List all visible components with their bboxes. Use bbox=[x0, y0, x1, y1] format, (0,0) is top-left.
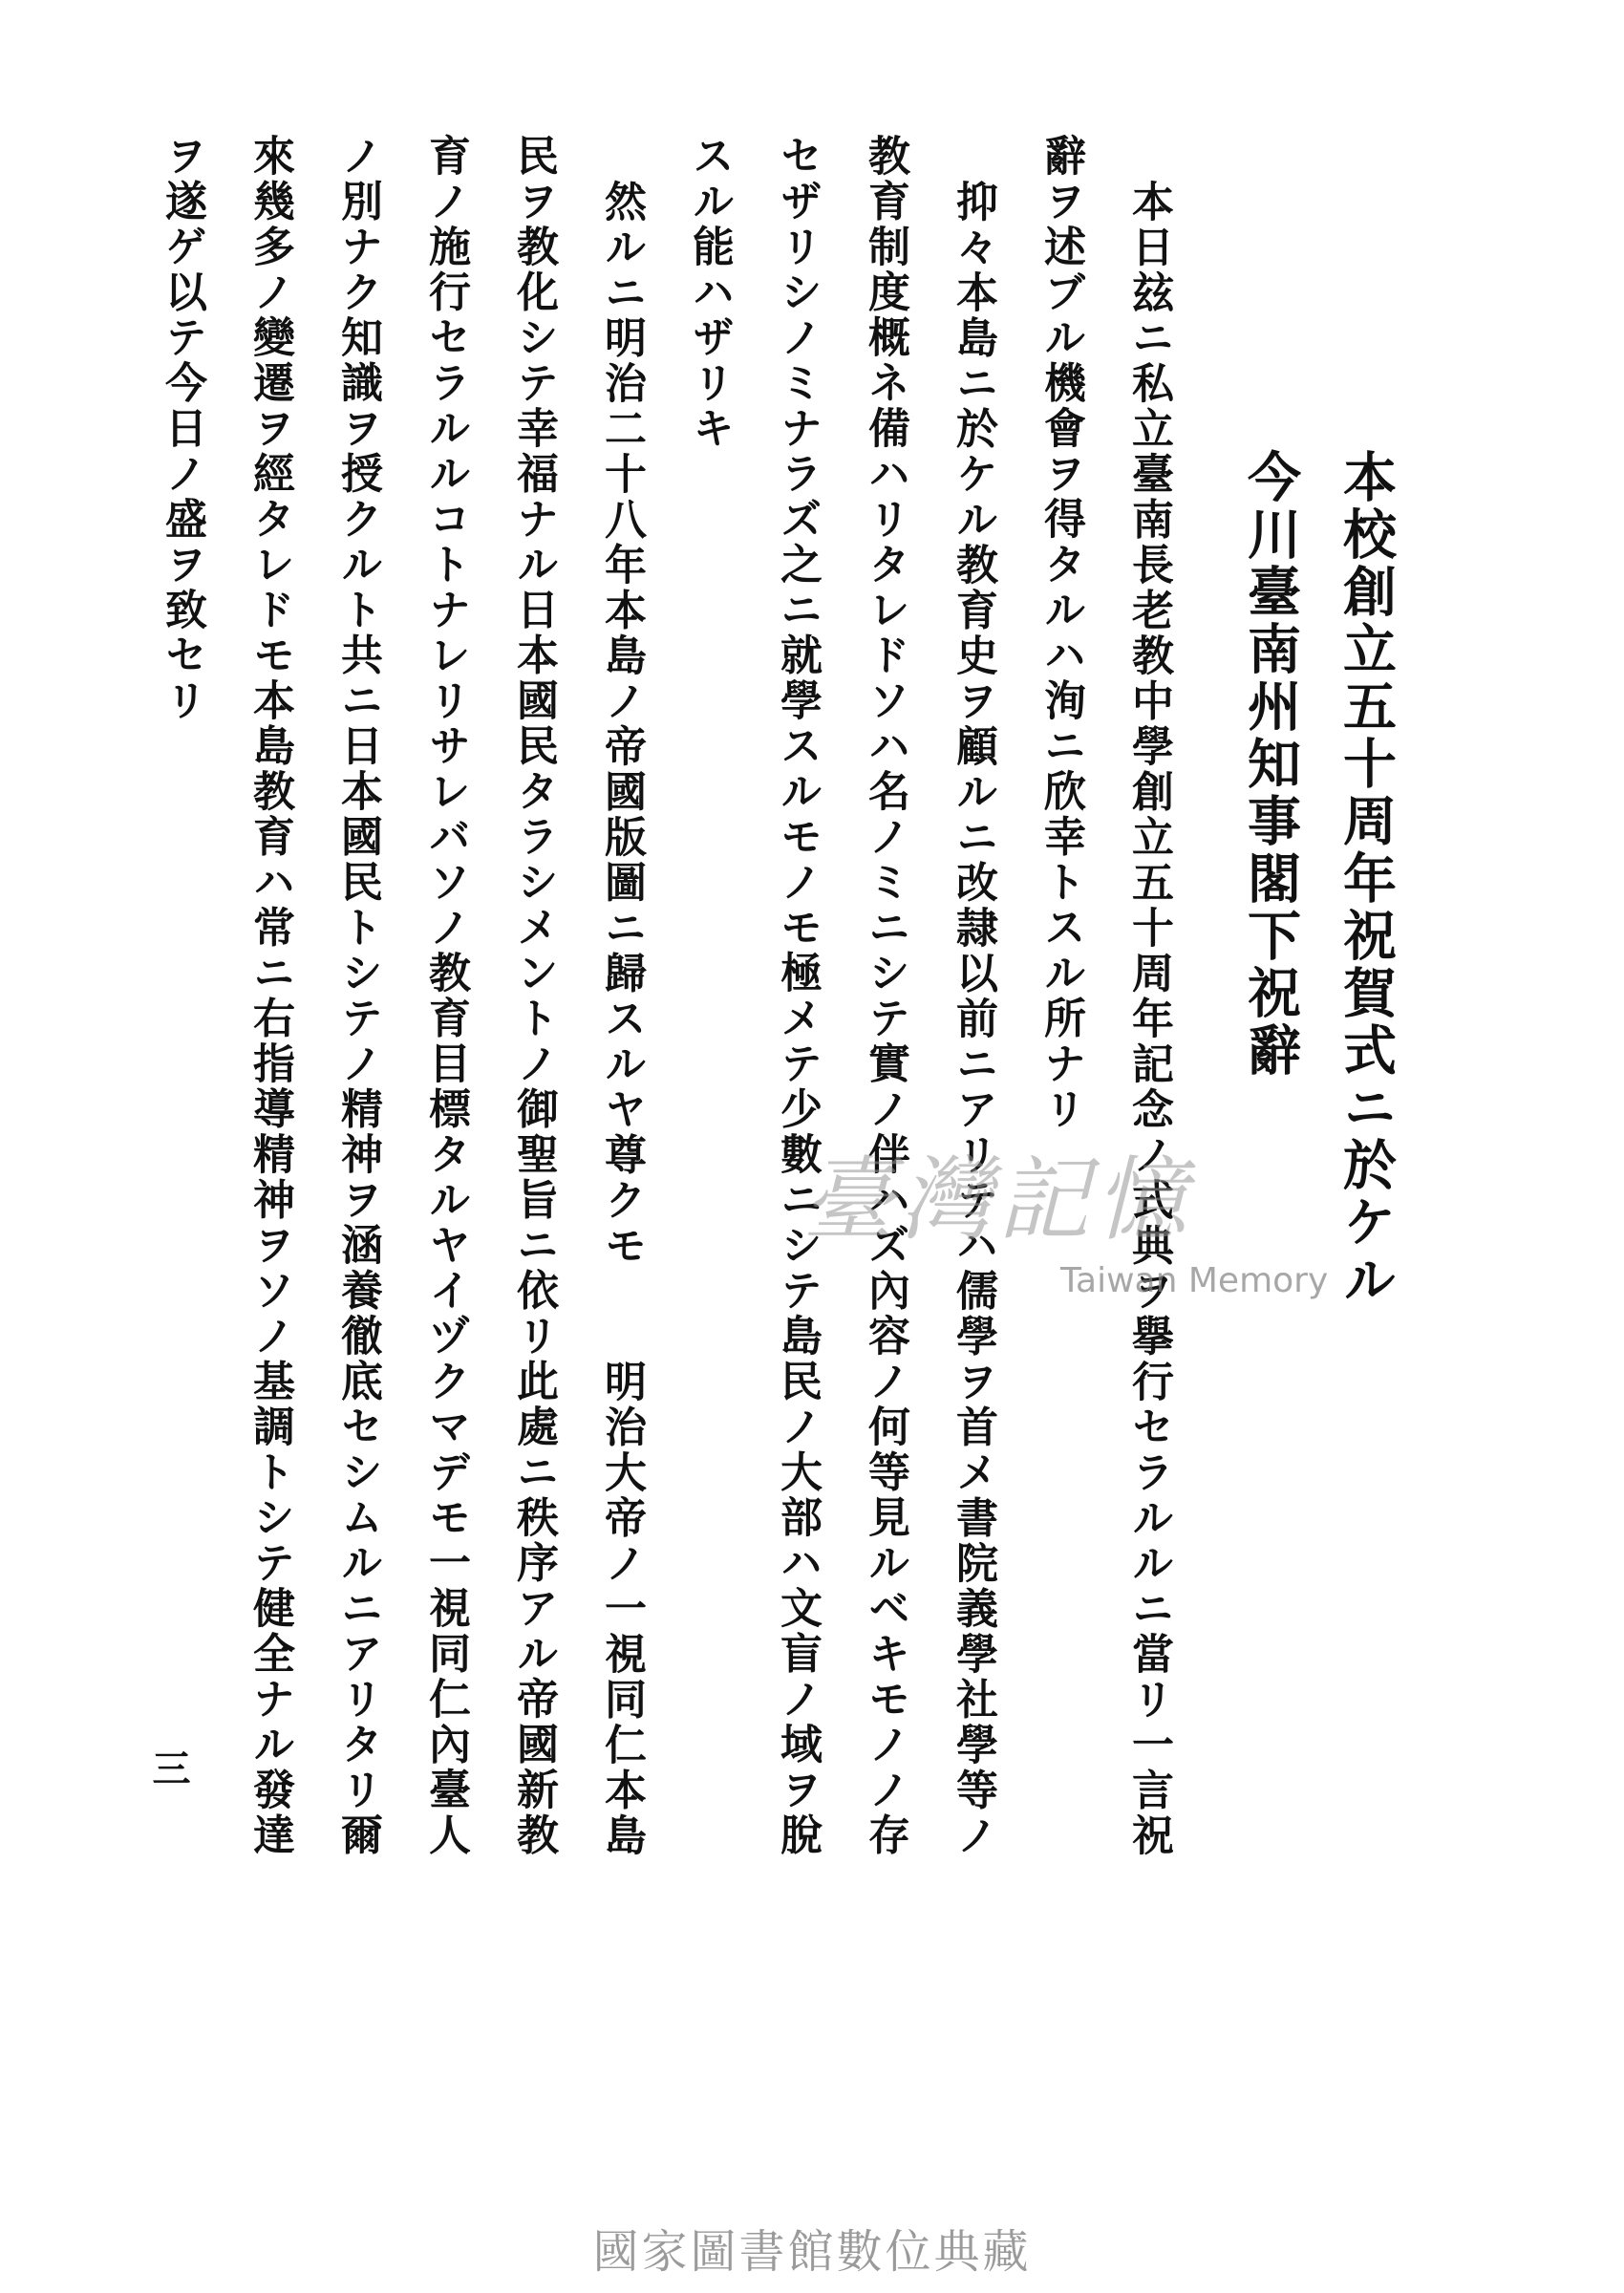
paragraph-line-2: 辭ヲ述ブル機會ヲ得タルハ洵ニ欣幸トスル所ナリ bbox=[1036, 134, 1085, 1132]
watermark-logo-text: 臺灣記憶 bbox=[802, 1146, 1192, 1254]
paragraph-line-12: ヲ遂ゲ以テ今日ノ盛ヲ致セリ bbox=[158, 134, 206, 724]
page-number: 三 bbox=[146, 1748, 191, 1787]
paragraph-line-9: 育ノ施行セラルルコトナレリサレバソノ教育目標タルヤイヅクマデモ一視同仁內臺人 bbox=[421, 134, 470, 1858]
watermark-subtitle: Taiwan Memory bbox=[1060, 1261, 1329, 1300]
paragraph-line-6: スル能ハザリキ bbox=[685, 134, 734, 452]
paragraph-line-7: 然ルニ明治二十八年本島ノ帝國版圖ニ歸スルヤ尊クモ 明治大帝ノ一視同仁本島 bbox=[597, 180, 646, 1859]
paragraph-line-3: 抑々本島ニ於ケル教育史ヲ顧ルニ改隷以前ニアリテハ儒學ヲ首メ書院義學社學等ノ bbox=[949, 180, 997, 1859]
paragraph-line-1: 本日玆ニ私立臺南長老教中學創立五十周年記念ノ式典ヲ擧行セラルルニ當リ一言祝 bbox=[1124, 180, 1173, 1859]
paragraph-line-8: 民ヲ教化シテ幸福ナル日本國民タラシメントノ御聖旨ニ依リ此處ニ秩序アル帝國新教 bbox=[509, 134, 558, 1858]
paragraph-line-10: ノ別ナク知識ヲ授クルト共ニ日本國民トシテノ精神ヲ涵養徹底セシムルニアリタリ爾 bbox=[333, 134, 382, 1858]
footer-credit: 國家圖書館數位典藏 bbox=[592, 2225, 1032, 2279]
paragraph-line-4: 教育制度概ネ備ハリタレドソハ名ノミニシテ實ノ伴ハズ內容ノ何等見ルベキモノノ存 bbox=[861, 134, 909, 1858]
document-title: 本校創立五十周年祝賀式ニ於ケル bbox=[1335, 449, 1398, 1309]
author-line: 今川臺南州知事閣下祝辭 bbox=[1239, 449, 1302, 1080]
paragraph-line-11: 來幾多ノ變遷ヲ經タレドモ本島教育ハ常ニ右指導精神ヲソノ基調トシテ健全ナル發達 bbox=[246, 134, 294, 1858]
paragraph-line-5: セザリシノミナラズ之ニ就學スルモノモ極メテ少數ニシテ島民ノ大部ハ文盲ノ域ヲ脫 bbox=[773, 134, 822, 1858]
